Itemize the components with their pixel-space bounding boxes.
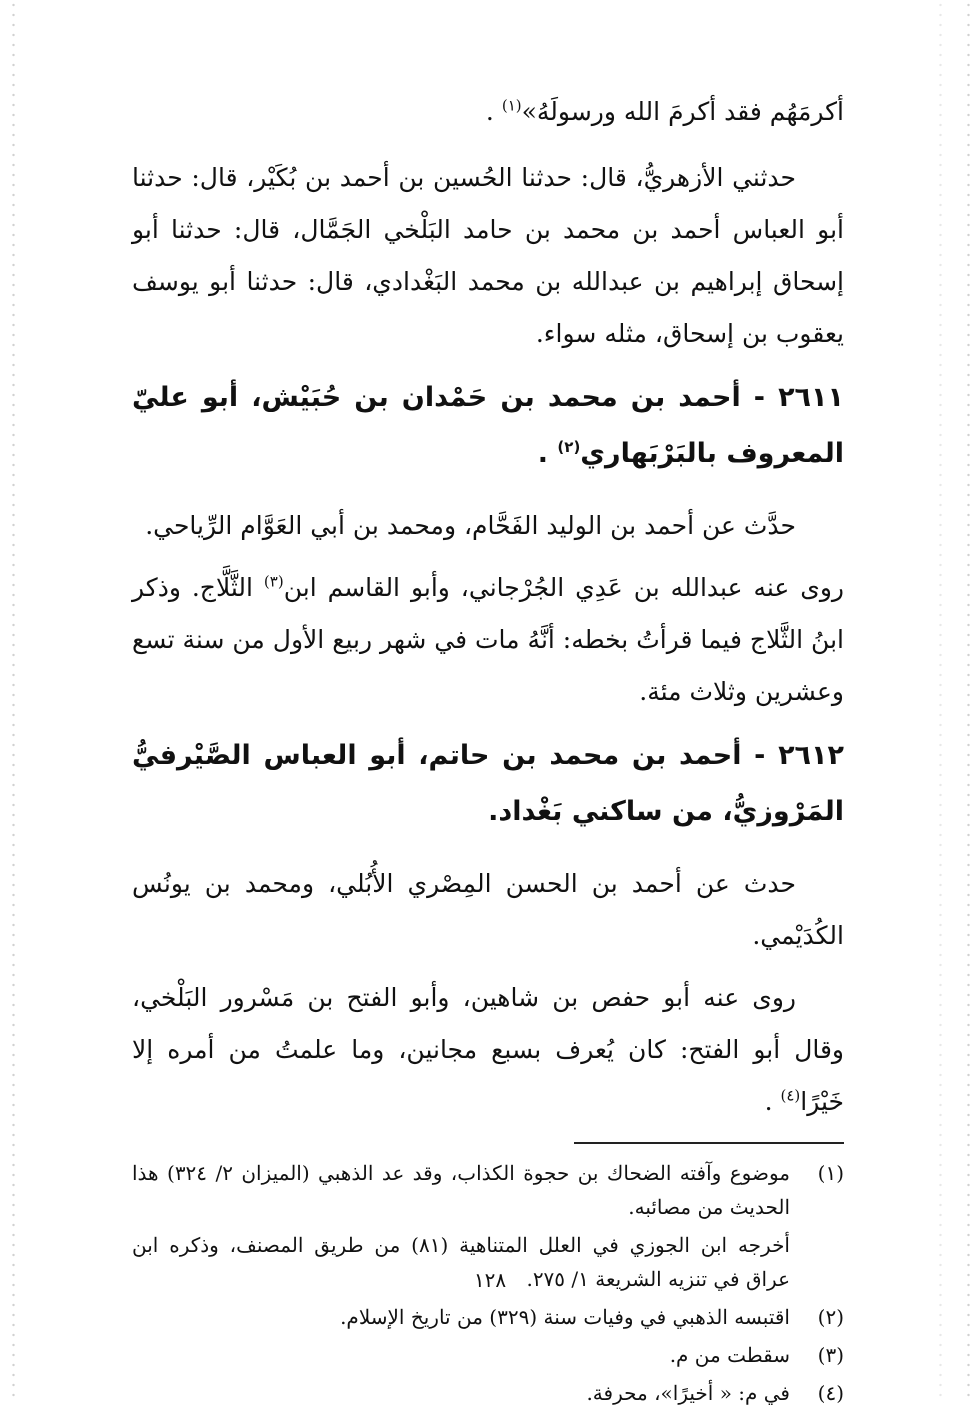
footnote-divider <box>574 1142 844 1144</box>
opening-end: . <box>485 97 502 126</box>
page-body <box>132 86 844 1414</box>
scan-edge-right <box>967 0 970 1397</box>
entry-2611-title-end: . <box>537 438 558 469</box>
entry-2611-title <box>132 370 844 482</box>
footnote-2 <box>132 1300 844 1334</box>
paragraph-2612-b-end: . <box>764 1087 781 1116</box>
scan-edge-left <box>12 0 15 1397</box>
entry-2611-title-text: ٢٦١١ - أحمد بن محمد بن حَمْدان بن حُبَيْش، أبو عليّ المعروف بالبَرْبَهاري <box>132 382 844 469</box>
paragraph-2612-b-text: روى عنه أبو حفص بن شاهين، وأبو الفتح بن مَسْرور البَلْخي، وقال أبو الفتح: كان يُعرف بسبع مجانين، وما علمتُ من أمره إلا خَيْرًا <box>132 983 844 1116</box>
paragraph-2612-a: حدث عن أحمد بن الحسن المِصْري الأُبُلي، ومحمد بن يونُس الكُدَيْمي. <box>132 869 844 950</box>
opening-line <box>132 86 844 138</box>
page-number: ١٢٨ <box>473 1268 507 1292</box>
footnote-4 <box>132 1376 844 1410</box>
footnote-ref-2: (٢) <box>557 438 581 456</box>
footnote-4-text: في م: « أخيرًا»، محرفة. <box>586 1381 790 1405</box>
paragraph-2611-b <box>132 562 844 718</box>
footnote-3-text: سقطت من م. <box>669 1343 790 1367</box>
paragraph-2611-b-after: الثَّلَّاج. وذكر ابنُ الثَّلاج فيما قرأتُ بخطه: أنَّهُ مات في شهر ربيع الأول من سنة تسع وعشرين وثلاث مئة. <box>132 573 844 706</box>
footnote-2-text: اقتبسه الذهبي في وفيات سنة (٣٢٩) من تاريخ الإسلام. <box>340 1305 790 1329</box>
footnote-1-text: موضوع وآفته الضحاك بن حجوة الكذاب، وقد عد الذهبي (الميزان ٢/ ٣٢٤) هذا الحديث من مصائبه. <box>132 1161 790 1219</box>
paragraph-2611-a: حدَّث عن أحمد بن الوليد الفَحَّام، ومحمد بن أبي العَوَّام الرِّياحي. <box>145 511 796 540</box>
scan-edge-right-inner <box>939 0 942 1397</box>
paragraph-azhari: حدثني الأزهريُّ، قال: حدثنا الحُسين بن أحمد بن بُكَيْر، قال: حدثنا أبو العباس أحمد بن محمد بن حامد البَلْخي الجَمَّال، قال: حدثنا أبو إسحاق إبراهيم بن عبدالله بن محمد البَغْدادي، قال: حدثنا أبو يوسف يعقوب بن إسحاق، مثله سواء. <box>132 163 844 348</box>
footnote-3-number: (٣) <box>817 1343 844 1367</box>
footnote-ref-3: (٣) <box>263 572 284 591</box>
paragraph-2612-b <box>132 972 844 1128</box>
footnote-ref-1: (١) <box>501 96 522 115</box>
footnote-1 <box>132 1156 844 1224</box>
footnote-1-continued: أخرجه ابن الجوزي في العلل المتناهية (٨١) من طريق المصنف، وذكره ابن عراق في تنزيه الشريعة ١/ ٢٧٥. <box>132 1233 790 1291</box>
footnote-4-number: (٤) <box>817 1381 844 1405</box>
footnote-2-number: (٢) <box>817 1305 844 1329</box>
paragraph-2611-b-before: روى عنه عبدالله بن عَدِي الجُرْجاني، وأبو القاسم ابن <box>283 573 844 602</box>
entry-2612-title: ٢٦١٢ - أحمد بن محمد بن حاتم، أبو العباس الصَّيْرفيُّ المَرْوزيُّ، من ساكني بَغْداد. <box>132 740 844 827</box>
footnote-1-number: (١) <box>817 1161 844 1185</box>
footnote-ref-4: (٤) <box>780 1086 801 1105</box>
opening-text: أكرمَهُم فقد أكرمَ الله ورسولَهُ» <box>521 97 844 126</box>
footnote-3 <box>132 1338 844 1372</box>
